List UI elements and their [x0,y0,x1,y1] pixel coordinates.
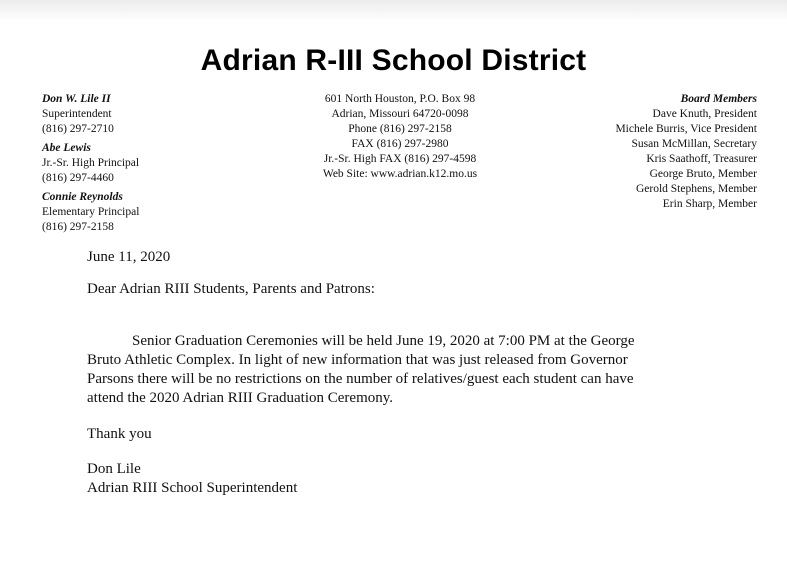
letter-paragraph [87,332,667,408]
paragraph-line: Senior Graduation Ceremonies will be held June 19, 2020 at 7:00 PM at the George [132,333,635,349]
board-member: George Bruto, Member [649,168,757,180]
board-member: Dave Knuth, President [652,108,757,120]
administrator-role: Superintendent [42,108,112,120]
administrator-phone: (816) 297-2158 [42,221,114,233]
paragraph-line: Bruto Athletic Complex. In light of new information that was just released from Governor [87,352,628,368]
letter-signature [87,460,687,498]
address-website: Web Site: www.adrian.k12.mo.us [322,168,478,180]
letter-date: June 11, 2020 [87,249,171,265]
board-member: Kris Saathoff, Treasurer [646,153,757,165]
board-member: Erin Sharp, Member [662,198,757,210]
board-members-column [520,92,757,212]
administrator-role: Elementary Principal [42,206,140,218]
administrator-name: Connie Reynolds [42,191,123,203]
administrator-phone: (816) 297-2710 [42,123,114,135]
signature-title: Adrian RIII School Superintendent [87,480,298,496]
board-member: Michele Burris, Vice President [615,123,757,135]
district-title: Adrian R-III School District [200,44,587,77]
paragraph-line: attend the 2020 Adrian RIII Graduation Ceremony. [87,390,394,406]
administrator-elementary-principal [42,190,272,235]
administrator-phone: (816) 297-4460 [42,172,114,184]
administrator-name: Abe Lewis [42,142,91,154]
administrators-column [42,92,272,239]
page-top-shade [0,0,787,22]
district-address-block [250,92,550,182]
address-street: 601 North Houston, P.O. Box 98 [324,93,476,105]
address-fax: FAX (816) 297-2980 [351,138,449,150]
administrator-role: Jr.-Sr. High Principal [42,157,140,169]
address-high-fax: Jr.-Sr. High FAX (816) 297-4598 [323,153,477,165]
administrator-name: Don W. Lile II [42,93,111,105]
letter-closing: Thank you [87,426,152,442]
address-phone: Phone (816) 297-2158 [348,123,452,135]
administrator-high-principal [42,141,272,186]
letter-body [87,248,687,498]
administrator-superintendent [42,92,272,137]
board-heading: Board Members [680,93,757,105]
board-member: Gerold Stephens, Member [635,183,757,195]
paragraph-line: Parsons there will be no restrictions on the number of relatives/guest each student can have [87,371,634,387]
signature-name: Don Lile [87,461,141,477]
letter-salutation: Dear Adrian RIII Students, Parents and Patrons: [87,281,375,297]
board-member: Susan McMillan, Secretary [631,138,757,150]
address-city: Adrian, Missouri 64720-0098 [331,108,469,120]
